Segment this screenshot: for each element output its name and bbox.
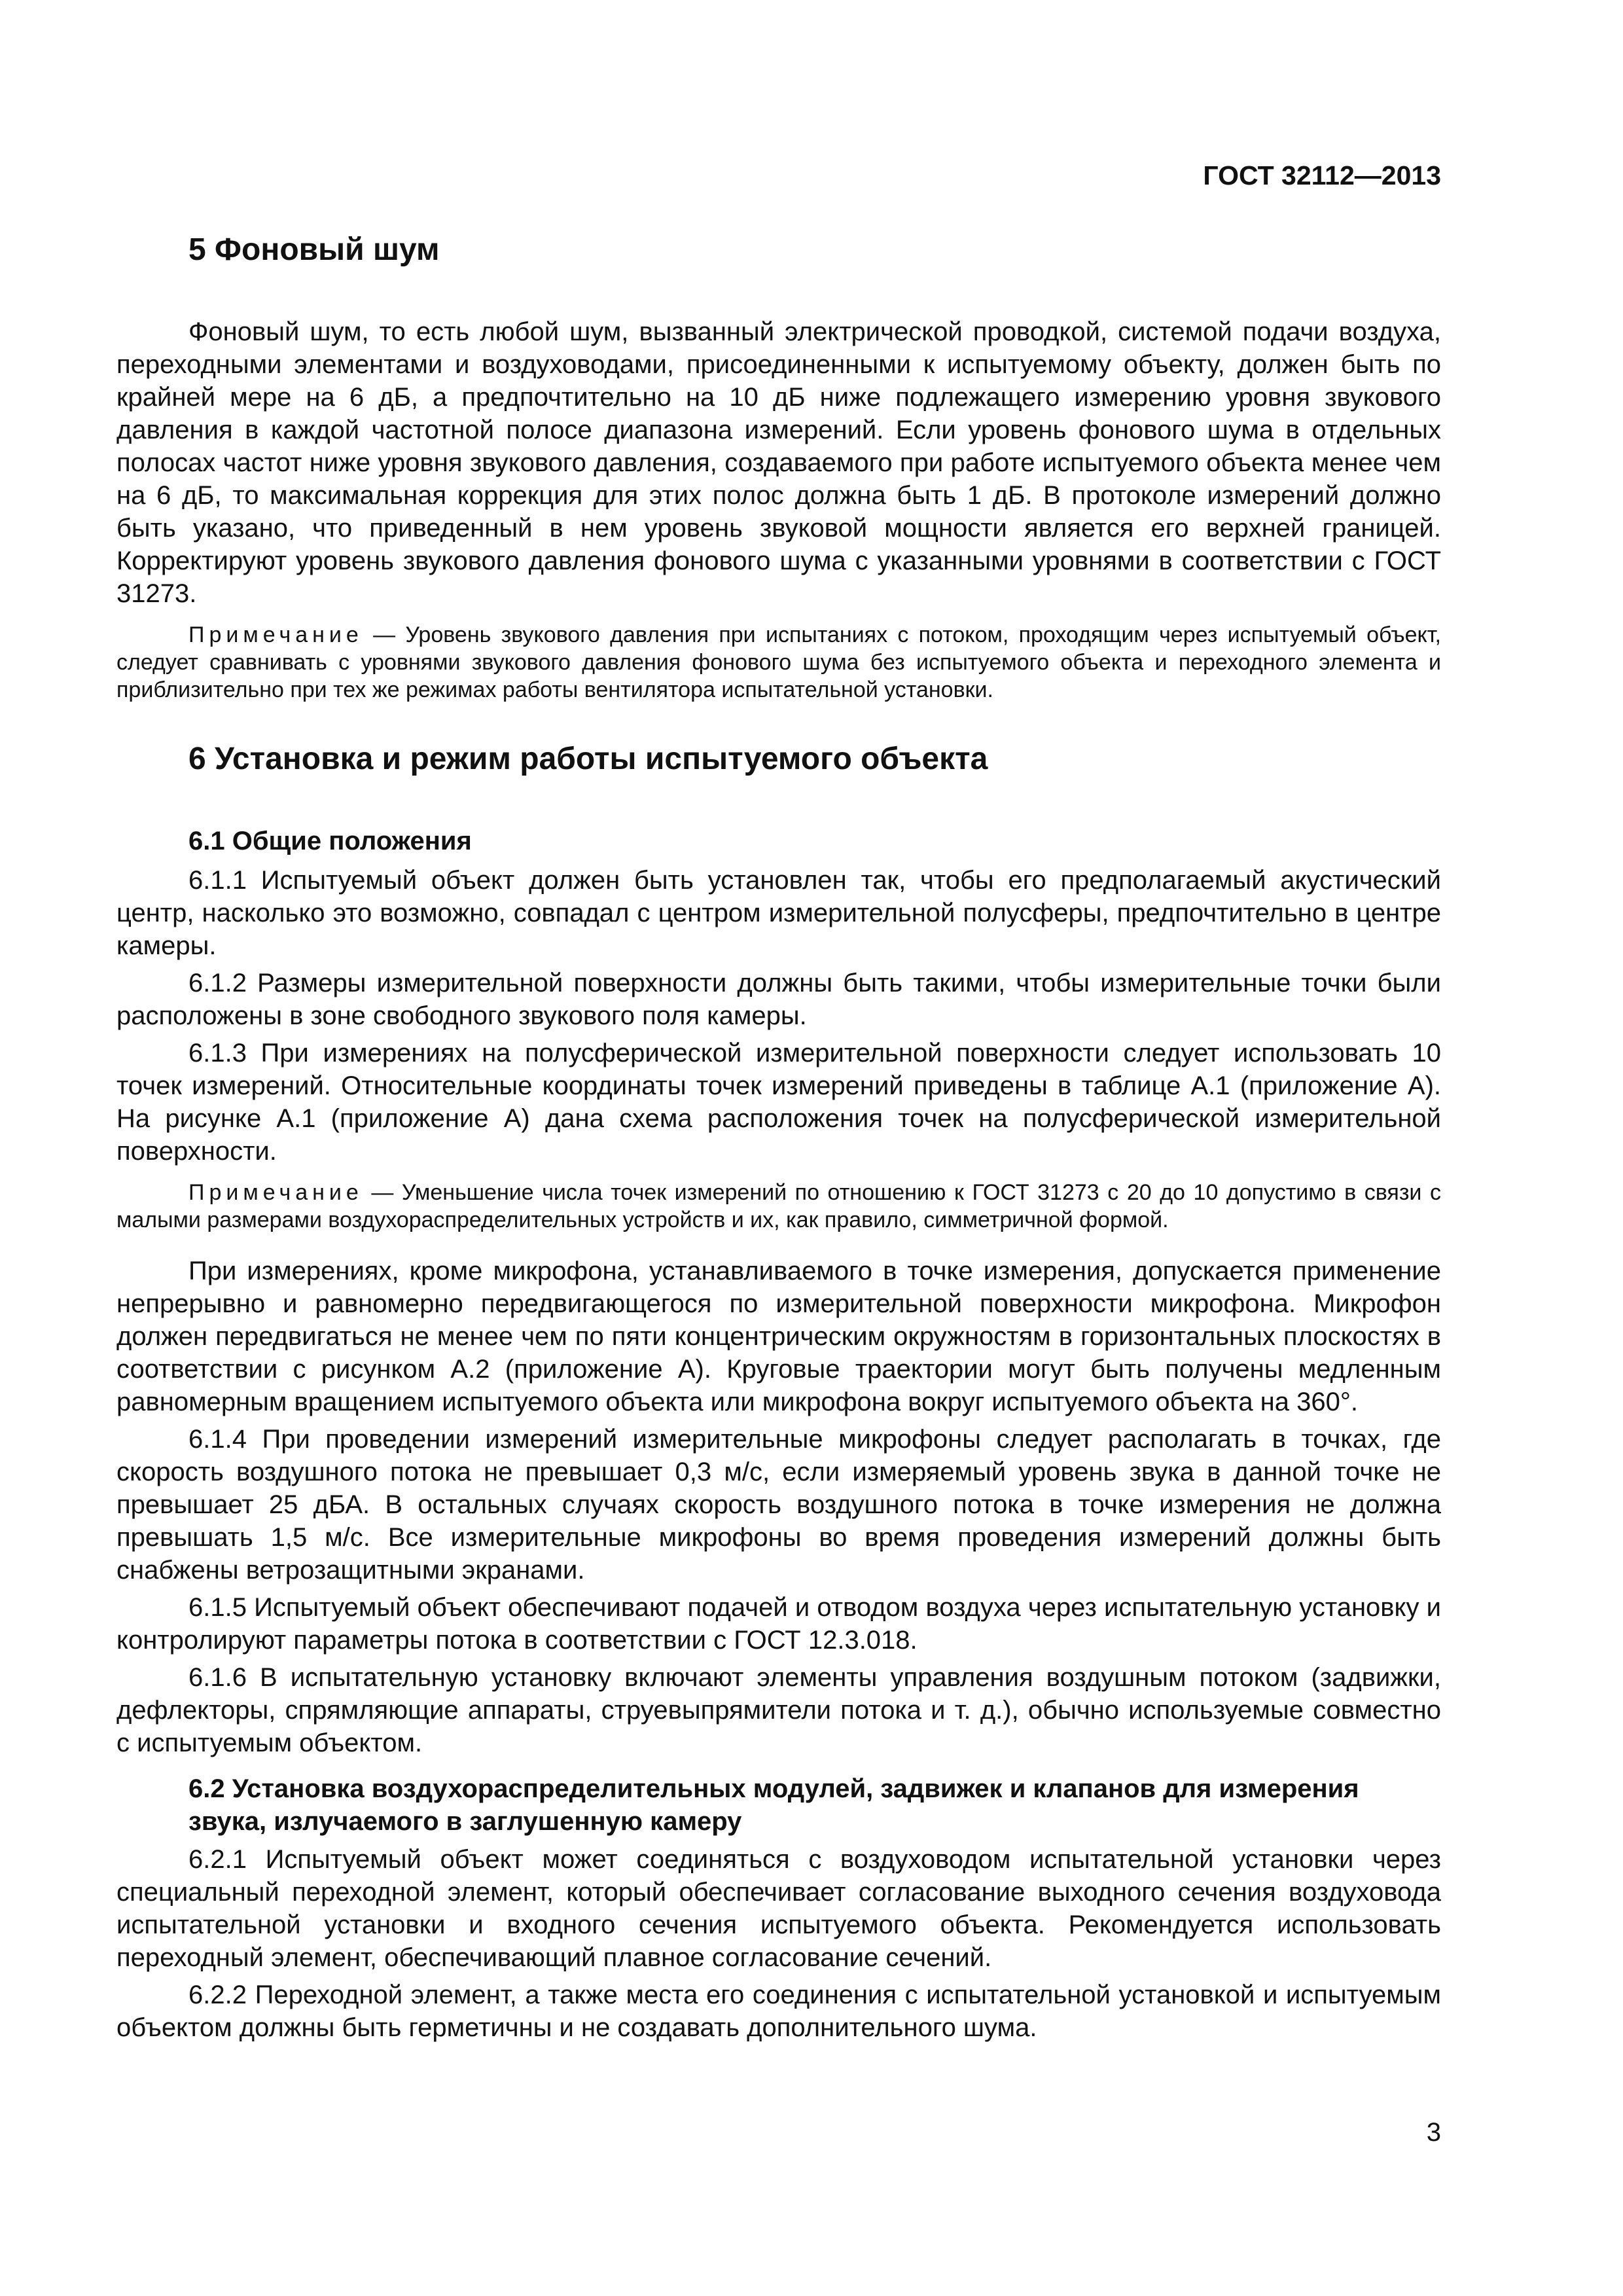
paragraph-6-1-6: 6.1.6 В испытательную установку включают элементы управления воздушным потоком (задвижки, дефлекторы, спрямляющие аппараты, струевыпрямители потока и т. д.), обычно используемые совместно с испытуемым объектом. [116,1663,1441,1757]
page-content [116,230,1441,2049]
paragraph-6-1-5: 6.1.5 Испытуемый объект обеспечивают подачей и отводом воздуха через испытательную установку и контролируют параметры потока в соответствии с ГОСТ 12.3.018. [116,1593,1441,1655]
note-label: Примечание [188,1180,363,1205]
paragraph-microphone: При измерениях, кроме микрофона, устанавливаемого в точке измерения, допускается применение непрерывно и равномерно передвигающегося по измерительной поверхности микрофона. Микрофон должен передвигаться не менее чем по пяти концентрическим окружностям в горизонтальных плоскостях в соответствии с рисунком А.2 (приложение А). Круговые траектории могут быть получены медленным равномерным вращением испытуемого объекта или микрофона вокруг испытуемого объекта на 360°. [116,1257,1441,1416]
subsection-6-2-heading: 6.2 Установка воздухораспределительных модулей, задвижек и клапанов для измерения звука, излучаемого в заглушенную камеру [188,1774,1359,1836]
document-code: ГОСТ 32112—2013 [1203,160,1441,190]
note-text: — Уменьшение числа точек измерений по отношению к ГОСТ 31273 с 20 до 10 допустимо в связи с малыми размерами воздухораспределительных устройств и их, как правило, симметричной формой. [116,1180,1441,1232]
note-label: Примечание [188,622,363,647]
section-5-note [116,621,1441,704]
section-5-paragraph: Фоновый шум, то есть любой шум, вызванный электрической проводкой, системой подачи воздуха, переходными элементами и воздуховодами, присоединенными к испытуемому объекту, должен быть по крайней мере на 6 дБ, а предпочтительно на 10 дБ ниже подлежащего измерению уровня звукового давления в каждой частотной полосе диапазона измерений. Если уровень фонового шума в отдельных полосах частот ниже уровня звукового давления, создаваемого при работе испытуемого объекта менее чем на 6 дБ, то максимальная коррекция для этих полос должна быть 1 дБ. В протоколе измерений должно быть указано, что приведенный в нем уровень звуковой мощности является его верхней границей. Корректируют уровень звукового давления фонового шума с указанными уровнями в соответствии с ГОСТ 31273. [116,317,1441,608]
paragraph-6-1-2: 6.1.2 Размеры измерительной поверхности должны быть такими, чтобы измерительные точки были расположены в зоне свободного звукового поля камеры. [116,969,1441,1030]
page-number: 3 [1426,2118,1441,2147]
section-6-note [116,1179,1441,1234]
paragraph-6-1-1: 6.1.1 Испытуемый объект должен быть установлен так, чтобы его предполагаемый акустический центр, насколько это возможно, совпадал с центром измерительной полусферы, предпочтительно в центре камеры. [116,866,1441,960]
paragraph-6-1-3: 6.1.3 При измерениях на полусферической измерительной поверхности следует использовать 10 точек измерений. Относительные координаты точек измерений приведены в таблице А.1 (приложение А). На рисунке А.1 (приложение А) дана схема расположения точек на полусферической измерительной поверхности. [116,1039,1441,1166]
section-6-heading: 6 Установка и режим работы испытуемого объекта [188,742,988,776]
paragraph-6-1-4: 6.1.4 При проведении измерений измерительные микрофоны следует располагать в точках, где скорость воздушного потока не превышает 0,3 м/с, если измеряемый уровень звука в данной точке не превышает 25 дБА. В остальных случаях скорость воздушного потока в точке измерения не должна превышать 1,5 м/с. Все измерительные микрофоны во время проведения измерений должны быть снабжены ветрозащитными экранами. [116,1425,1441,1585]
paragraph-6-2-1: 6.2.1 Испытуемый объект может соединяться с воздуховодом испытательной установки через специальный переходной элемент, который обеспечивает согласование выходного сечения воздуховода испытательной установки и входного сечения испытуемого объекта. Рекомендуется использовать переходный элемент, обеспечивающий плавное согласование сечений. [116,1845,1441,1972]
section-5-heading: 5 Фоновый шум [188,232,440,267]
note-text: — Уровень звукового давления при испытаниях с потоком, проходящим через испытуемый объект, следует сравнивать с уровнями звукового давления фонового шума без испытуемого объекта и переходного элемента и приблизительно при тех же режимах работы вентилятора испытательной установки. [116,622,1441,702]
paragraph-6-2-2: 6.2.2 Переходной элемент, а также места его соединения с испытательной установкой и испытуемым объектом должны быть герметичны и не создавать дополнительного шума. [116,1981,1441,2042]
subsection-6-1-heading: 6.1 Общие положения [188,827,472,855]
